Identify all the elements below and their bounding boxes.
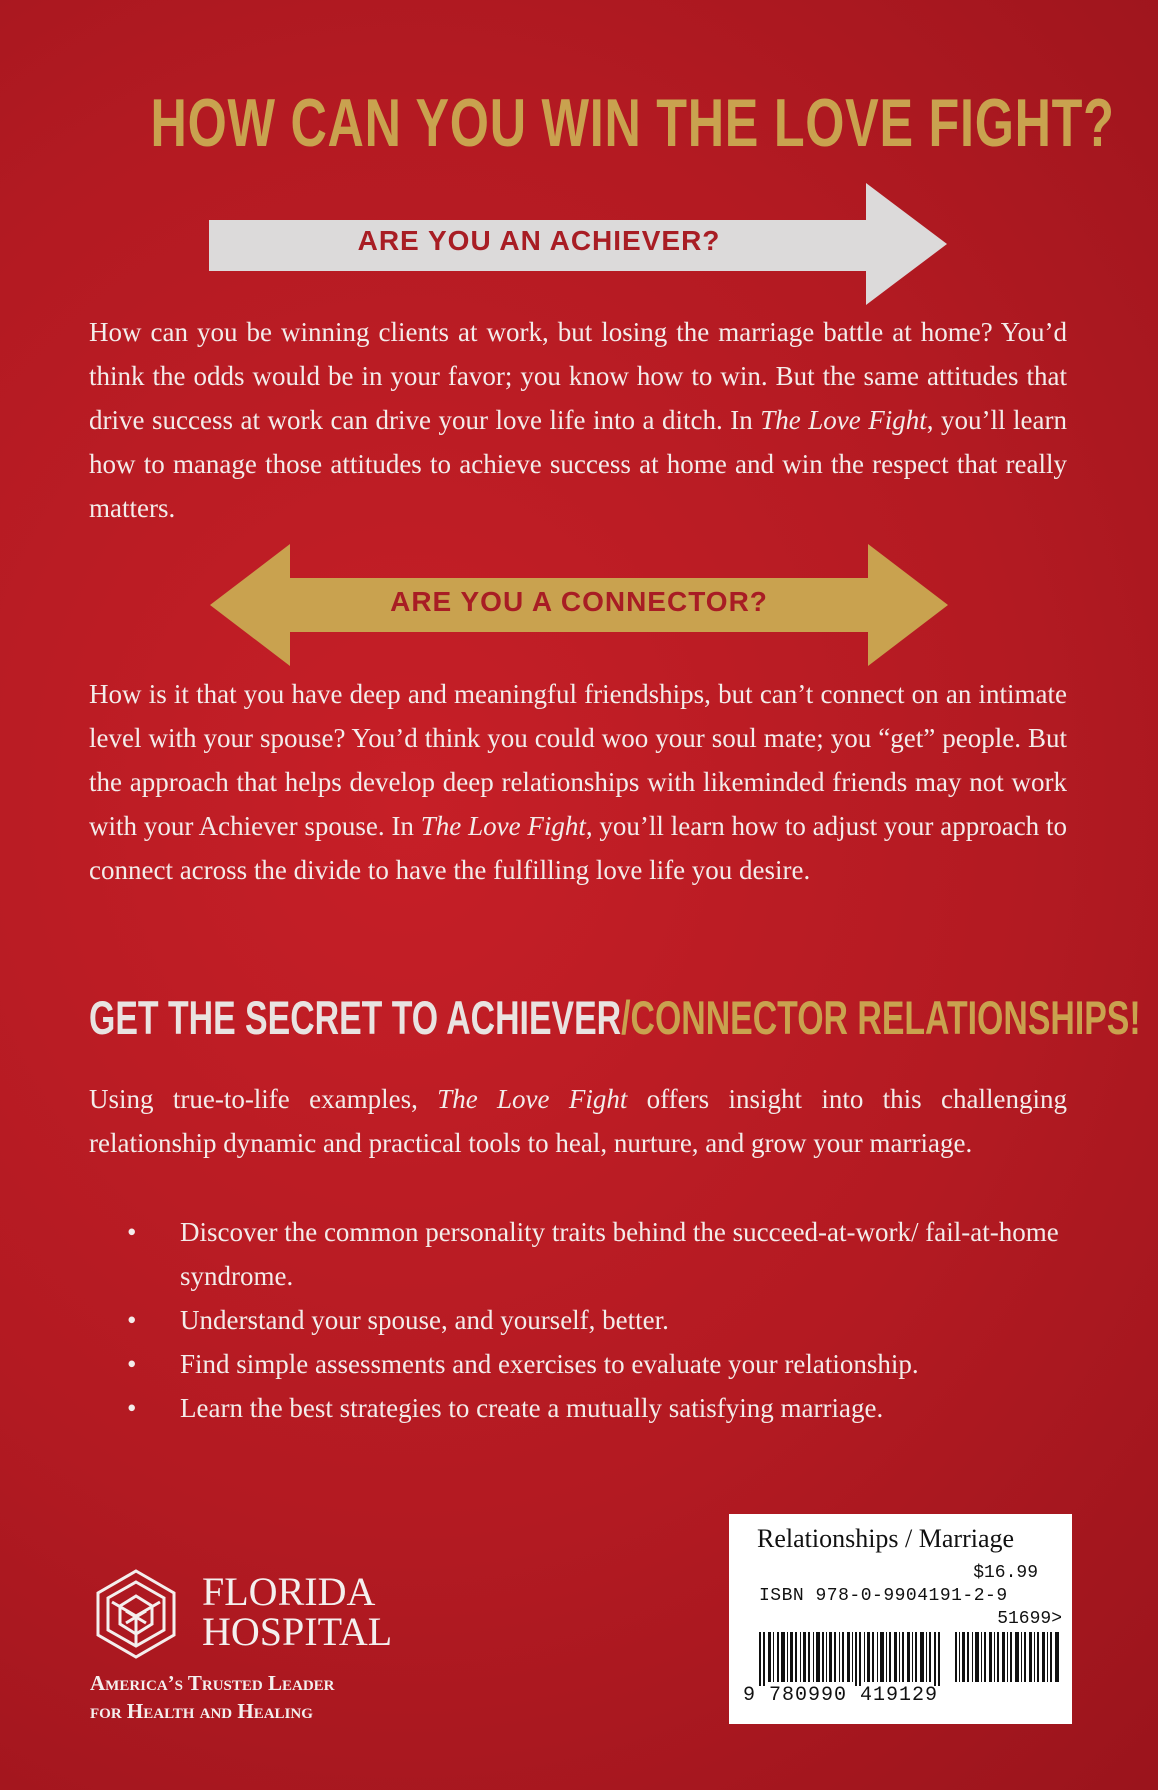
achiever-text-1: How can you be winning clients at work, but losing the marriage battle at home? You’d think the odds would be in your favor; you know how to win. But the same attitudes that drive success at work can drive your love life into a ditch. In — [89, 317, 1067, 435]
category-label: Relationships / Marriage — [757, 1524, 1015, 1553]
achiever-arrow — [209, 183, 947, 305]
book-title: The Love Fight — [420, 811, 586, 841]
bullet-icon: • — [127, 1349, 137, 1379]
benefits-list — [89, 1210, 1067, 1430]
logo-line-2: HOSPITAL — [202, 1609, 393, 1654]
logo-wordmark — [202, 1569, 393, 1654]
secret-intro — [89, 1077, 1067, 1165]
logo-tagline-2: for Health and Healing — [90, 1699, 313, 1723]
connector-text-1: How is it that you have deep and meaningful friendships, but can’t connect on an intimate level with your spouse? You’d think you could woo your soul mate; you “get” people. But the approach that helps develop deep relationships with likeminded friends may not work with your Achiever spouse. In — [89, 679, 1067, 841]
price-label: $16.99 — [973, 1563, 1038, 1583]
list-item — [89, 1298, 1067, 1342]
hexagon-emblem-icon — [90, 1568, 182, 1660]
bullet-icon: • — [127, 1393, 137, 1423]
achiever-paragraph — [89, 310, 1067, 530]
barcode-icon — [759, 1632, 1061, 1686]
isbn-label: ISBN 978-0-9904191-2-9 — [759, 1586, 1008, 1606]
cover-headline: HOW CAN YOU WIN THE LOVE FIGHT? — [150, 85, 1115, 161]
logo-tagline-1: America’s Trusted Leader — [90, 1671, 335, 1695]
list-item — [89, 1210, 1067, 1298]
secret-heading-part-b: /CONNECTOR RELATIONSHIPS! — [621, 991, 1141, 1044]
logo-line-1: FLORIDA — [202, 1569, 376, 1614]
bullet-text: Discover the common personality traits behind the succeed-at-work/ fail-at-home syndrome. — [180, 1217, 1059, 1291]
achiever-text-2: , you’ll learn how to manage those attitudes to achieve success at home and win the respect that really matters. — [89, 405, 1067, 523]
ean-number: 9 780990 419129 — [743, 1684, 939, 1707]
achiever-label: ARE YOU AN ACHIEVER? — [357, 225, 721, 256]
secret-heading-part-a: GET THE SECRET TO ACHIEVER — [89, 991, 622, 1044]
list-item — [89, 1342, 1067, 1386]
bullet-text: Find simple assessments and exercises to evaluate your relationship. — [180, 1349, 919, 1379]
logo-tagline — [90, 1669, 335, 1725]
book-title: The Love Fight — [760, 405, 927, 435]
price-code-label: 51699> — [997, 1609, 1062, 1629]
bullet-icon: • — [127, 1305, 137, 1335]
list-item — [89, 1386, 1067, 1430]
bullet-text: Understand your spouse, and yourself, better. — [180, 1305, 669, 1335]
connector-arrow — [210, 544, 948, 666]
bullet-text: Learn the best strategies to create a mutually satisfying marriage. — [180, 1393, 884, 1423]
book-title: The Love Fight — [437, 1084, 628, 1114]
bullet-icon: • — [127, 1217, 137, 1247]
connector-label: ARE YOU A CONNECTOR? — [390, 586, 768, 617]
secret-intro-2: offers insight into this challenging relationship dynamic and practical tools to heal, nurture, and grow your marriage. — [89, 1084, 1067, 1158]
connector-paragraph — [89, 672, 1067, 892]
secret-intro-1: Using true-to-life examples, — [89, 1084, 438, 1114]
connector-text-2: , you’ll learn how to adjust your approach to connect across the divide to have the fulfilling love life you desire. — [89, 811, 1067, 885]
secret-heading — [89, 990, 1141, 1045]
florida-hospital-logo — [90, 1568, 393, 1723]
barcode-panel — [729, 1514, 1072, 1724]
